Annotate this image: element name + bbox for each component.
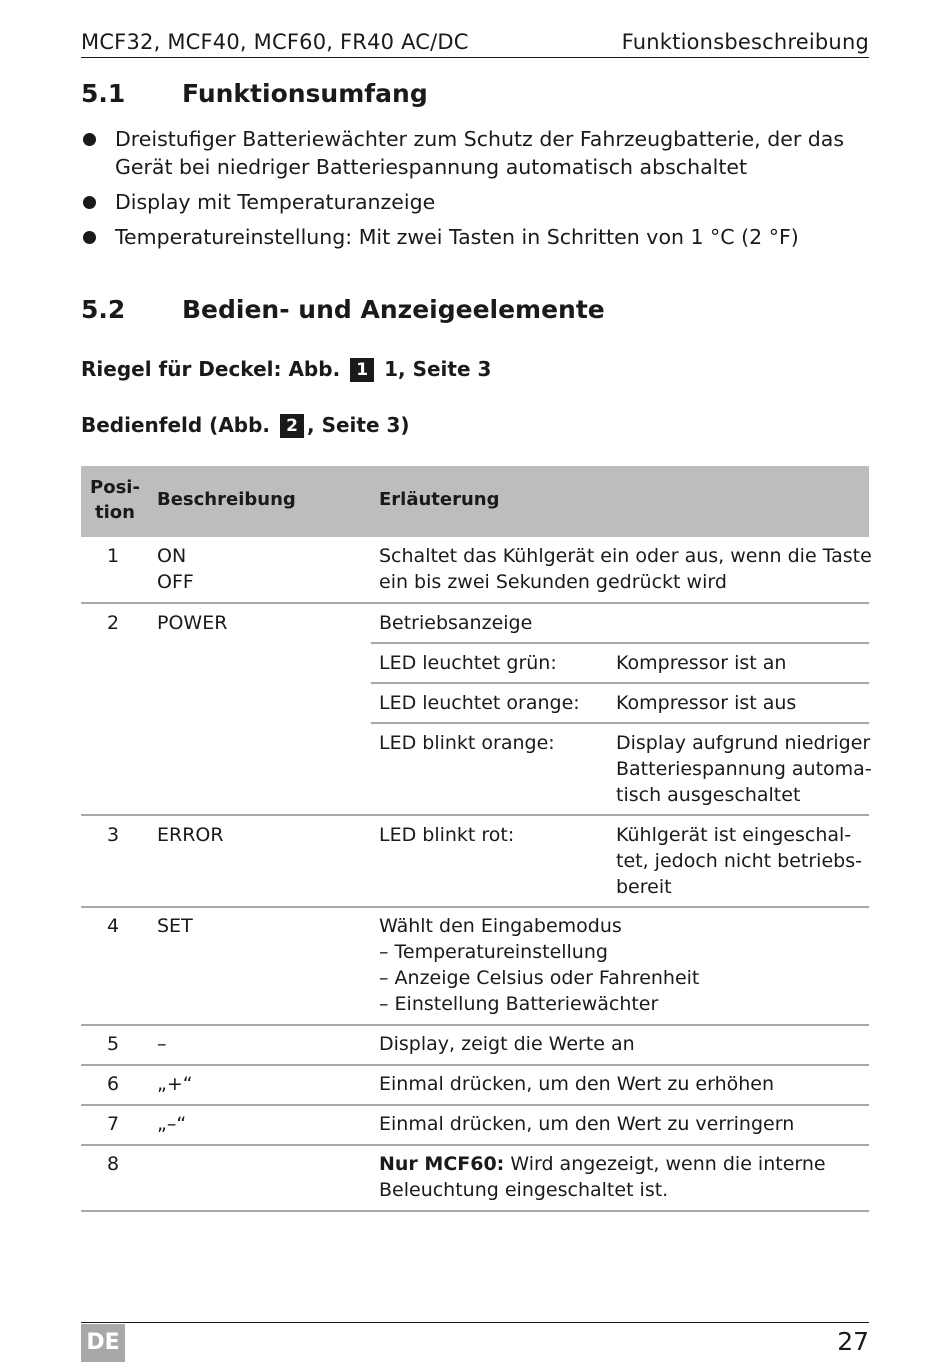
row-divider [371, 682, 869, 684]
list-item: Temperatureinstellung: Mit zwei Tasten in Schritten von 1 °C (2 °F) [81, 223, 871, 251]
header-description: Beschreibung [157, 489, 296, 510]
row-divider [371, 642, 869, 644]
feature-list [81, 125, 871, 258]
header-models: MCF32, MCF40, MCF60, FR40 AC/DC [81, 30, 469, 54]
section-5-1-title: Funktionsumfang [182, 79, 428, 108]
section-5-2-title: Bedien- und Anzeigeelemente [182, 295, 605, 324]
list-item: Display mit Temperaturanzeige [81, 188, 871, 216]
header-position: Posi- tion [90, 477, 140, 523]
figure-number-badge: 2 [280, 414, 304, 438]
figure-number-badge: 1 [350, 358, 374, 382]
page-number: 27 [837, 1327, 869, 1356]
section-5-1-number: 5.1 [81, 79, 126, 108]
header-section-name: Funktionsbeschreibung [621, 30, 869, 54]
footer-rule [81, 1322, 869, 1323]
bullet-icon [83, 133, 96, 146]
row-divider [81, 906, 869, 908]
row-divider [81, 814, 869, 816]
header-explanation: Erläuterung [379, 489, 500, 510]
bullet-icon [83, 231, 96, 244]
bullet-icon [83, 196, 96, 209]
row-divider [81, 1144, 869, 1146]
language-badge: DE [81, 1324, 125, 1362]
latch-reference: Riegel für Deckel: Abb. 1 1, Seite 3 [81, 357, 492, 381]
section-5-2-number: 5.2 [81, 295, 126, 324]
header-rule [81, 57, 869, 58]
row-divider [81, 1024, 869, 1026]
table-bottom-rule [81, 1210, 869, 1212]
panel-reference: Bedienfeld (Abb. 2 , Seite 3) [81, 413, 410, 437]
row-divider [81, 1064, 869, 1066]
list-item: Dreistufiger Batteriewächter zum Schutz der Fahrzeugbatterie, der das Gerät bei niedriger Batteriespannung automatisch abschaltet [81, 125, 871, 181]
row-divider [81, 1104, 869, 1106]
row-divider [371, 722, 869, 724]
row-divider [81, 602, 869, 604]
